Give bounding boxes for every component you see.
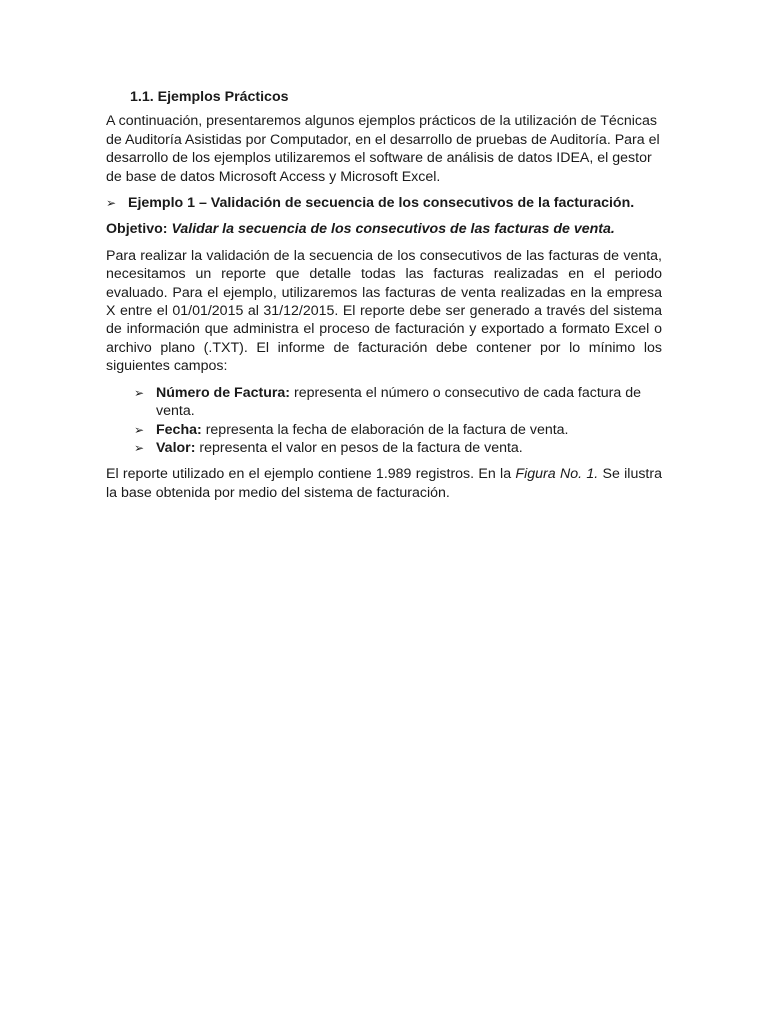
section-heading: 1.1. Ejemplos Prácticos (130, 89, 289, 105)
field-label: Fecha: (156, 421, 202, 438)
objective-label: Objetivo: (106, 221, 168, 238)
arrow-bullet-icon: ➢ (134, 422, 145, 437)
list-item (134, 439, 662, 457)
field-label: Valor: (156, 439, 196, 456)
field-description: representa el valor en pesos de la factura de venta. (199, 439, 523, 456)
list-item (134, 384, 662, 421)
fields-list (106, 384, 662, 458)
field-description: representa el número o consecutivo de cada factura de venta. (156, 384, 642, 420)
list-item-content (156, 421, 569, 439)
list-item-content (156, 439, 523, 457)
closing-text-after: Se ilustra la base obtenida por medio del sistema de facturación. (106, 466, 662, 501)
closing-text-before: El reporte utilizado en el ejemplo contiene 1.989 registros. En la (106, 466, 516, 483)
objective-text: Validar la secuencia de los consecutivos de las facturas de venta. (171, 221, 615, 238)
body-paragraph: Para realizar la validación de la secuencia de los consecutivos de las facturas de venta, necesitamos un reporte que detalle todas las facturas realizadas en el periodo evaluado. Para el ejemplo, utilizaremos las facturas de venta realizadas en la empresa X entre el 01/01/2015 al 31/12/2015. El reporte debe ser generado a través del sistema de información que administra el proceso de facturación y exportado a formato Excel o archivo plano (.TXT). El informe de facturación debe contener por lo mínimo los siguientes campos: (106, 247, 662, 375)
figure-reference: Figura No. 1. (515, 466, 599, 483)
arrow-bullet-icon: ➢ (106, 196, 117, 211)
objective-line (106, 220, 662, 238)
intro-paragraph: A continuación, presentaremos algunos ejemplos prácticos de la utilización de Técnicas de Auditoría Asistidas por Computador, en el desarrollo de pruebas de Auditoría. Para el desarrollo de los ejemplos utilizaremos el software de análisis de datos IDEA, el gestor de base de datos Microsoft Access y Microsoft Excel. (106, 113, 660, 185)
list-item-content (156, 384, 662, 421)
example-1-title-text: Ejemplo 1 – Validación de secuencia de los consecutivos de la facturación. (128, 195, 635, 212)
arrow-bullet-icon: ➢ (134, 385, 145, 400)
document-page (106, 88, 662, 510)
closing-paragraph (106, 465, 662, 502)
example-1-title (106, 194, 662, 212)
field-label: Número de Factura: (156, 384, 291, 401)
list-item (134, 421, 662, 439)
field-description: representa la fecha de elaboración de la factura de venta. (205, 421, 569, 438)
arrow-bullet-icon: ➢ (134, 440, 145, 455)
